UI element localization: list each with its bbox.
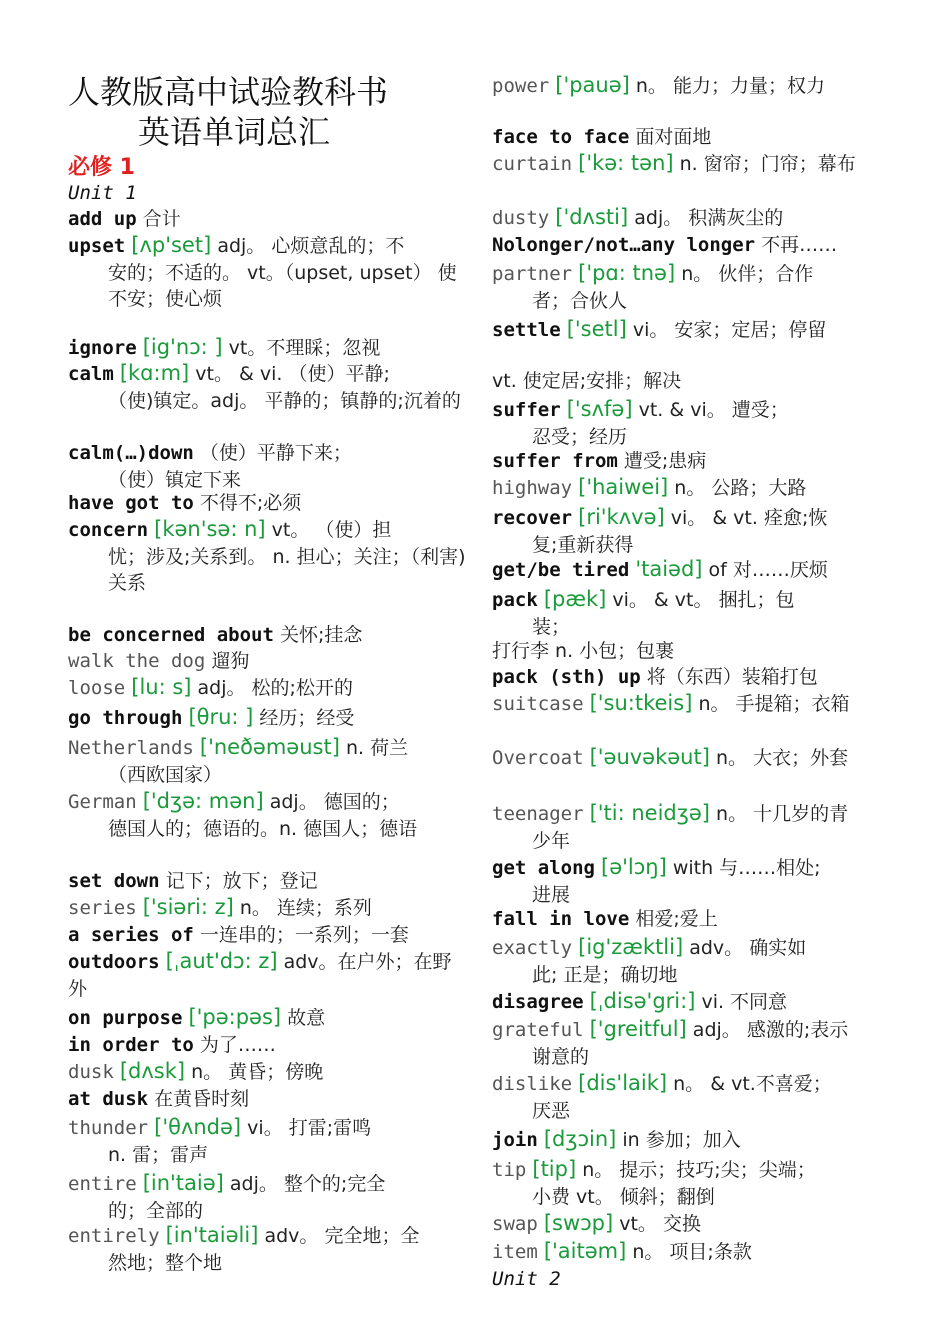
phonetic: ['neðəməust] bbox=[199, 735, 340, 759]
phonetic: ['setl] bbox=[566, 317, 627, 341]
vocab-entry bbox=[492, 204, 892, 232]
headword: suffer from bbox=[492, 450, 618, 472]
definition: adv。 完全地；全 bbox=[264, 1225, 420, 1247]
headword: face to face bbox=[492, 126, 630, 148]
headword: dislike bbox=[492, 1073, 573, 1095]
headword: pack bbox=[492, 589, 538, 611]
definition-continued: 小费 vt。 倾斜；翻倒 bbox=[532, 1185, 715, 1208]
definition-continued: 厌恶 bbox=[532, 1099, 571, 1122]
unit-heading: Unit 1 bbox=[68, 182, 137, 204]
definition: adj。 积满灰尘的 bbox=[634, 207, 784, 229]
headword: upset bbox=[68, 235, 126, 257]
vocab-entry bbox=[492, 1070, 892, 1124]
vocab-entry bbox=[492, 124, 892, 151]
definition: adj。 德国的； bbox=[269, 791, 400, 813]
unit-heading: Unit 2 bbox=[492, 1268, 561, 1290]
definition: adj。 松的;松开的 bbox=[197, 677, 353, 699]
definition: 在黄昏时刻 bbox=[154, 1088, 250, 1110]
phonetic: [kən'sə: n] bbox=[154, 517, 266, 541]
phonetic: ['sʌfə] bbox=[566, 397, 633, 421]
vocab-entry bbox=[492, 396, 892, 450]
vocab-entry bbox=[68, 1114, 468, 1168]
definition: vt. 使定居;安排；解决 bbox=[492, 370, 682, 392]
phonetic: [swɔp] bbox=[543, 1211, 614, 1235]
vocab-entry bbox=[68, 922, 468, 949]
definition: adv。 确实如 bbox=[689, 937, 807, 959]
phonetic: ['θʌndə] bbox=[154, 1115, 242, 1139]
definition: 将（东西）装箱打包 bbox=[646, 666, 818, 688]
page-title: 人教版高中试验教科书 bbox=[68, 73, 389, 111]
definition-continued: 忧；涉及;关系到。 n. 担心；关注；（利害)关系 bbox=[108, 545, 466, 594]
headword: partner bbox=[492, 263, 573, 285]
definition: 不得不;必须 bbox=[199, 492, 302, 514]
definition: n. 荷兰 bbox=[345, 737, 409, 759]
vocab-entry bbox=[68, 232, 468, 313]
headword: go through bbox=[68, 707, 183, 729]
headword: disagree bbox=[492, 991, 584, 1013]
definition: 故意 bbox=[287, 1007, 326, 1029]
definition-continued: 忍受；经历 bbox=[532, 425, 628, 448]
vocab-entry bbox=[68, 440, 468, 493]
phonetic: [lu: s] bbox=[131, 675, 192, 699]
definition-continued: （使)镇定。adj。 平静的；镇静的;沉着的 bbox=[108, 389, 461, 412]
definition: adv。在户外；在野外 bbox=[68, 951, 452, 1000]
headword: on purpose bbox=[68, 1007, 183, 1029]
definition: adj。 整个的;完全 bbox=[229, 1173, 386, 1195]
headword: power bbox=[492, 75, 550, 97]
definition: vt。 交换 bbox=[619, 1213, 701, 1235]
vocab-entry bbox=[492, 586, 892, 640]
page-subtitle: 英语单词总汇 bbox=[138, 113, 331, 151]
headword: settle bbox=[492, 319, 561, 341]
definition: adj。 心烦意乱的；不 bbox=[217, 235, 405, 257]
headword: Nolonger/not…any longer bbox=[492, 234, 756, 256]
definition-continued: 然地；整个地 bbox=[108, 1251, 223, 1274]
headword: walk the dog bbox=[68, 650, 206, 672]
definition: n。 项目;条款 bbox=[632, 1241, 752, 1263]
definition-continued: 少年 bbox=[532, 829, 571, 852]
phonetic: ['kə: tən] bbox=[578, 151, 674, 175]
definition: in 参加；加入 bbox=[622, 1129, 741, 1151]
definition: vi。 打雷;雷鸣 bbox=[247, 1117, 372, 1139]
definition: vt。 & vi. （使）平静; bbox=[195, 363, 390, 385]
definition: vt。 （使）担 bbox=[271, 519, 392, 541]
definition: n。 提示；技巧;尖；尖端； bbox=[582, 1159, 816, 1181]
vocab-entry bbox=[492, 988, 892, 1016]
vocab-entry bbox=[68, 1058, 468, 1086]
phonetic: [in'taiə] bbox=[142, 1171, 224, 1195]
definition: 打行李 n. 小包；包裹 bbox=[492, 640, 675, 662]
headword: fall in love bbox=[492, 908, 630, 930]
definition-continued: 进展 bbox=[532, 883, 571, 906]
headword: recover bbox=[492, 507, 573, 529]
phonetic: [dʒɔin] bbox=[543, 1127, 617, 1151]
vocab-entry bbox=[68, 894, 468, 922]
headword: join bbox=[492, 1129, 538, 1151]
headword: item bbox=[492, 1241, 538, 1263]
headword: ignore bbox=[68, 337, 137, 359]
phonetic: ['pə:pəs] bbox=[188, 1005, 282, 1029]
headword: grateful bbox=[492, 1019, 584, 1041]
vocab-entry bbox=[68, 1222, 468, 1276]
definition: vi。 安家；定居；停留 bbox=[632, 319, 827, 341]
vocab-entry bbox=[68, 206, 468, 233]
headword: a series of bbox=[68, 924, 194, 946]
headword: calm(…)down bbox=[68, 442, 194, 464]
definition: 遭受;患病 bbox=[623, 450, 707, 472]
definition-continued: 装； bbox=[532, 615, 571, 638]
definition-continued: 的；全部的 bbox=[108, 1199, 204, 1222]
definition: n。 能力；力量；权力 bbox=[635, 75, 825, 97]
definition: n。 连续；系列 bbox=[239, 897, 372, 919]
headword: dusty bbox=[492, 207, 550, 229]
vocab-entry bbox=[68, 868, 468, 895]
vocab-entry bbox=[68, 490, 468, 517]
phonetic: ['dʒə: mən] bbox=[142, 789, 264, 813]
headword: suffer bbox=[492, 399, 561, 421]
book-heading: 必修 1 bbox=[68, 155, 135, 180]
headword: Overcoat bbox=[492, 747, 584, 769]
vocab-entry bbox=[492, 1238, 892, 1266]
definition: n。 十几岁的青 bbox=[716, 803, 849, 825]
phonetic: [pæk] bbox=[543, 587, 607, 611]
vocab-entry bbox=[68, 1170, 468, 1224]
phonetic: [tip] bbox=[532, 1157, 577, 1181]
definition: of 对……厌烦 bbox=[708, 559, 828, 581]
phonetic: [dis'laik] bbox=[578, 1071, 668, 1095]
phonetic: [ig'zæktli] bbox=[578, 935, 684, 959]
headword: add up bbox=[68, 208, 137, 230]
phonetic: ['su:tkeis] bbox=[589, 691, 693, 715]
headword: loose bbox=[68, 677, 126, 699]
vocab-entry bbox=[68, 1004, 468, 1032]
definition: n。 & vt.不喜爱； bbox=[673, 1073, 832, 1095]
definition: 不再…… bbox=[761, 234, 838, 256]
phonetic: ['pauə] bbox=[555, 73, 630, 97]
vocab-entry bbox=[492, 504, 892, 558]
headword: have got to bbox=[68, 492, 194, 514]
definition: 经历；经受 bbox=[259, 707, 355, 729]
headword: Netherlands bbox=[68, 737, 194, 759]
vocab-entry bbox=[492, 1016, 892, 1070]
phonetic: [ri'kʌvə] bbox=[578, 505, 665, 529]
headword: tip bbox=[492, 1159, 527, 1181]
definition-continued: n. 雷；雷声 bbox=[108, 1143, 209, 1166]
vocab-entry bbox=[68, 516, 468, 597]
headword: dusk bbox=[68, 1061, 114, 1083]
vocab-entry bbox=[492, 368, 892, 395]
definition-continued: 谢意的 bbox=[532, 1045, 590, 1068]
vocab-entry bbox=[492, 150, 892, 178]
vocab-entry bbox=[492, 800, 892, 854]
vocab-entry bbox=[492, 690, 892, 718]
definition: 遛狗 bbox=[211, 650, 250, 672]
definition: n. 窗帘；门帘；幕布 bbox=[679, 153, 856, 175]
phonetic: [kɑ:m] bbox=[119, 361, 190, 385]
headword: outdoors bbox=[68, 951, 160, 973]
headword: entirely bbox=[68, 1225, 160, 1247]
headword: exactly bbox=[492, 937, 573, 959]
vocab-entry bbox=[68, 1086, 468, 1113]
phonetic: ['ti: neidʒə] bbox=[589, 801, 710, 825]
headword: thunder bbox=[68, 1117, 149, 1139]
phonetic: ['haiwei] bbox=[578, 475, 669, 499]
headword: teenager bbox=[492, 803, 584, 825]
definition: 记下；放下；登记 bbox=[165, 870, 318, 892]
headword: swap bbox=[492, 1213, 538, 1235]
vocab-entry bbox=[492, 1210, 892, 1238]
headword: entire bbox=[68, 1173, 137, 1195]
definition: 一连串的；一系列；一套 bbox=[199, 924, 409, 946]
vocab-entry bbox=[492, 316, 892, 344]
definition-continued: 此; 正是；确切地 bbox=[532, 963, 678, 986]
vocab-entry bbox=[492, 664, 892, 691]
vocab-entry bbox=[492, 232, 892, 259]
vocab-entry bbox=[68, 648, 468, 675]
vocab-entry bbox=[68, 622, 468, 649]
definition-continued: （使）镇定下来 bbox=[108, 468, 242, 491]
headword: at dusk bbox=[68, 1088, 149, 1110]
definition: 为了…… bbox=[199, 1034, 276, 1056]
definition: vi。 & vt。 捆扎；包 bbox=[612, 589, 795, 611]
vocab-entry bbox=[492, 744, 892, 772]
phonetic: [in'taiəli] bbox=[165, 1223, 259, 1247]
definition: vt. & vi。 遭受； bbox=[638, 399, 789, 421]
headword: pack (sth) up bbox=[492, 666, 641, 688]
vocab-entry bbox=[68, 674, 468, 702]
phonetic: ['dʌsti] bbox=[555, 205, 629, 229]
phonetic: [ʌp'set] bbox=[131, 233, 212, 257]
vocab-entry bbox=[492, 1126, 892, 1154]
phonetic: 'taiəd] bbox=[635, 557, 703, 581]
phonetic: ['pɑ: tnə] bbox=[578, 261, 676, 285]
phonetic: [θru: ] bbox=[188, 705, 254, 729]
definition: 合计 bbox=[142, 208, 181, 230]
phonetic: [ˌdisə'gri:] bbox=[589, 989, 696, 1013]
vocab-entry bbox=[68, 948, 468, 1002]
definition-continued: 复;重新获得 bbox=[532, 533, 634, 556]
vocab-entry bbox=[492, 260, 892, 314]
headword: get along bbox=[492, 857, 595, 879]
vocab-entry bbox=[492, 934, 892, 988]
vocab-entry bbox=[492, 638, 892, 665]
vocab-entry bbox=[68, 334, 468, 362]
headword: in order to bbox=[68, 1034, 194, 1056]
vocab-entry bbox=[492, 1156, 892, 1210]
phonetic: [ə'lɔŋ] bbox=[601, 855, 667, 879]
phonetic: [dʌsk] bbox=[119, 1059, 186, 1083]
phonetic: ['aitəm] bbox=[543, 1239, 627, 1263]
phonetic: ['əuvəkəut] bbox=[589, 745, 710, 769]
definition-continued: 者；合伙人 bbox=[532, 289, 628, 312]
definition: vi。 & vt. 痊愈;恢 bbox=[670, 507, 828, 529]
definition: n。 黄昏；傍晚 bbox=[191, 1061, 324, 1083]
headword: concern bbox=[68, 519, 149, 541]
phonetic: ['greitful] bbox=[589, 1017, 687, 1041]
vocab-entry bbox=[68, 734, 468, 788]
definition: n。 伙伴；合作 bbox=[681, 263, 814, 285]
definition-continued: （西欧国家） bbox=[108, 763, 223, 786]
definition: 面对面地 bbox=[635, 126, 712, 148]
definition: 关怀;挂念 bbox=[279, 624, 363, 646]
definition: n。 公路；大路 bbox=[674, 477, 807, 499]
headword: curtain bbox=[492, 153, 573, 175]
phonetic: ['siəri: z] bbox=[142, 895, 234, 919]
definition: n。 大衣；外套 bbox=[715, 747, 849, 769]
definition-continued: 安的；不适的。 vt。（upset, upset） 使不安；使心烦 bbox=[108, 261, 457, 310]
definition: vi. 不同意 bbox=[701, 991, 788, 1013]
vocab-entry bbox=[492, 906, 892, 933]
vocab-entry bbox=[68, 360, 468, 414]
definition: adj。 感激的;表示 bbox=[692, 1019, 849, 1041]
definition: （使）平静下来； bbox=[199, 442, 352, 464]
vocab-entry bbox=[492, 448, 892, 475]
headword: get/be tired bbox=[492, 559, 630, 581]
definition: with 与……相处; bbox=[672, 857, 821, 879]
definition: 相爱;爱上 bbox=[635, 908, 718, 930]
headword: German bbox=[68, 791, 137, 813]
headword: set down bbox=[68, 870, 160, 892]
vocab-entry bbox=[492, 854, 892, 908]
headword: suitcase bbox=[492, 693, 584, 715]
phonetic: [ˌaut'dɔ: z] bbox=[165, 949, 278, 973]
vocab-entry bbox=[68, 704, 468, 732]
headword: be concerned about bbox=[68, 624, 274, 646]
vocab-entry bbox=[68, 788, 468, 842]
headword: calm bbox=[68, 363, 114, 385]
vocab-entry bbox=[68, 1032, 468, 1059]
vocab-entry bbox=[492, 72, 892, 100]
phonetic: [ig'nɔ: ] bbox=[142, 335, 223, 359]
definition: vt。不理睬；忽视 bbox=[228, 337, 381, 359]
definition-continued: 德国人的；德语的。n. 德国人；德语 bbox=[108, 817, 418, 840]
headword: highway bbox=[492, 477, 573, 499]
vocab-entry bbox=[492, 556, 892, 584]
vocab-entry bbox=[492, 474, 892, 502]
headword: series bbox=[68, 897, 137, 919]
definition: n。 手提箱；衣箱 bbox=[698, 693, 850, 715]
